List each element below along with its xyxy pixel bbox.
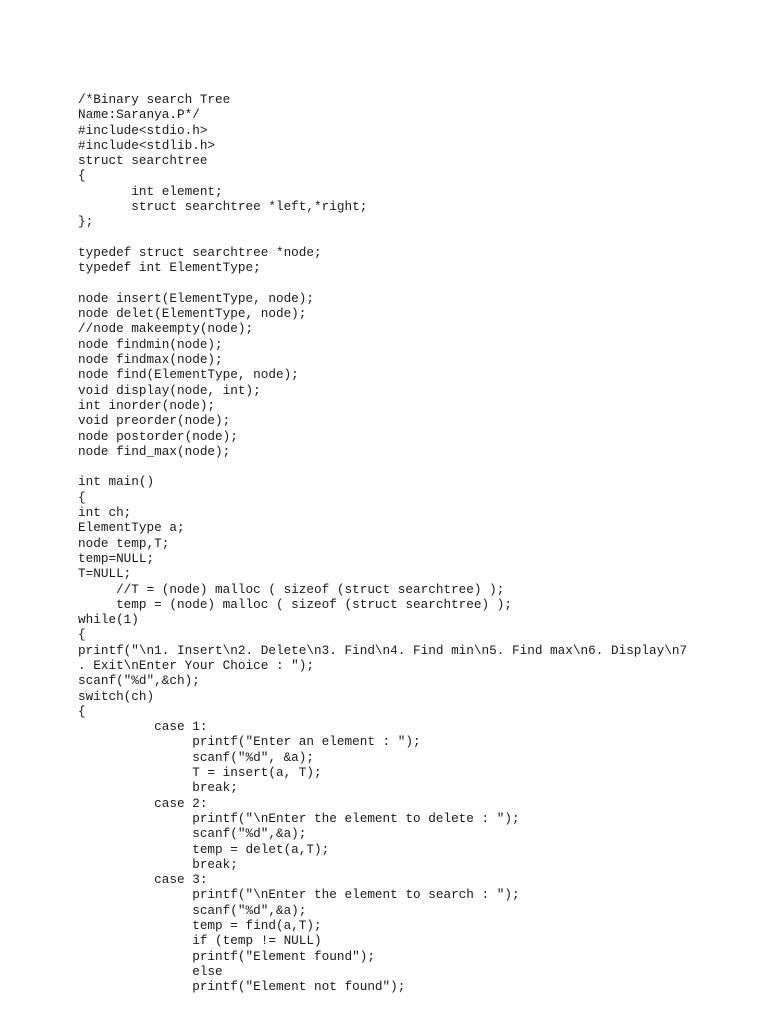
code-line: scanf("%d", &a);	[78, 749, 315, 765]
code-line: T = insert(a, T);	[78, 765, 322, 781]
code-line: node temp,T;	[78, 535, 170, 551]
code-line: #include<stdio.h>	[78, 122, 208, 138]
code-line: temp = delet(a,T);	[78, 841, 330, 857]
code-line: T=NULL;	[78, 566, 132, 582]
code-line: ElementType a;	[78, 520, 185, 536]
code-line: else	[78, 963, 223, 979]
code-line: . Exit\nEnter Your Choice : ");	[78, 657, 315, 673]
code-line: int main()	[78, 474, 155, 490]
code-line: switch(ch)	[78, 688, 155, 704]
code-line: int element;	[78, 183, 223, 199]
code-line: {	[78, 627, 86, 643]
code-line: {	[78, 489, 86, 505]
code-line: node find_max(node);	[78, 443, 231, 459]
code-line: int ch;	[78, 505, 132, 521]
code-line	[78, 230, 748, 245]
code-line: scanf("%d",&ch);	[78, 673, 200, 689]
code-line: if (temp != NULL)	[78, 933, 322, 949]
code-line: case 2:	[78, 795, 208, 811]
code-line: printf("\n1. Insert\n2. Delete\n3. Find\n4. Find min\n5. Find max\n6. Display\n7	[78, 642, 688, 658]
source-code-listing	[78, 92, 748, 995]
code-line: void preorder(node);	[78, 413, 231, 429]
code-line: printf("Enter an element : ");	[78, 734, 421, 750]
code-line: };	[78, 214, 94, 230]
code-line	[78, 459, 748, 474]
code-line: temp = find(a,T);	[78, 918, 322, 934]
code-line: while(1)	[78, 612, 139, 628]
code-line: //node makeempty(node);	[78, 321, 254, 337]
code-line: #include<stdlib.h>	[78, 137, 216, 153]
code-line: void display(node, int);	[78, 382, 261, 398]
code-line: break;	[78, 856, 238, 872]
code-line: struct searchtree *left,*right;	[78, 199, 368, 215]
code-line: printf("\nEnter the element to search : ");	[78, 887, 520, 903]
code-line: printf("Element found");	[78, 948, 375, 964]
code-line: case 3:	[78, 872, 208, 888]
code-line: //T = (node) malloc ( sizeof (struct searchtree) );	[78, 581, 505, 597]
code-line: typedef int ElementType;	[78, 260, 261, 276]
code-line: scanf("%d",&a);	[78, 826, 307, 842]
code-line: /*Binary search Tree	[78, 92, 231, 107]
code-line: case 1:	[78, 719, 208, 735]
code-line: node delet(ElementType, node);	[78, 306, 307, 322]
code-line: node findmin(node);	[78, 336, 223, 352]
code-line	[78, 276, 748, 291]
code-line: scanf("%d",&a);	[78, 902, 307, 918]
code-line: printf("\nEnter the element to delete : ");	[78, 810, 520, 826]
code-line: node find(ElementType, node);	[78, 367, 299, 383]
code-line: struct searchtree	[78, 153, 208, 169]
code-line: Name:Saranya.P*/	[78, 107, 200, 123]
code-line: {	[78, 168, 86, 184]
code-line: temp=NULL;	[78, 550, 155, 566]
code-line: int inorder(node);	[78, 397, 216, 413]
code-line: temp = (node) malloc ( sizeof (struct searchtree) );	[78, 596, 512, 612]
code-line: printf("Element not found");	[78, 979, 406, 995]
code-line: node insert(ElementType, node);	[78, 290, 315, 306]
code-line: node findmax(node);	[78, 352, 223, 368]
code-line: break;	[78, 780, 238, 796]
code-line: {	[78, 703, 86, 719]
code-line: node postorder(node);	[78, 428, 238, 444]
code-line: typedef struct searchtree *node;	[78, 244, 322, 260]
